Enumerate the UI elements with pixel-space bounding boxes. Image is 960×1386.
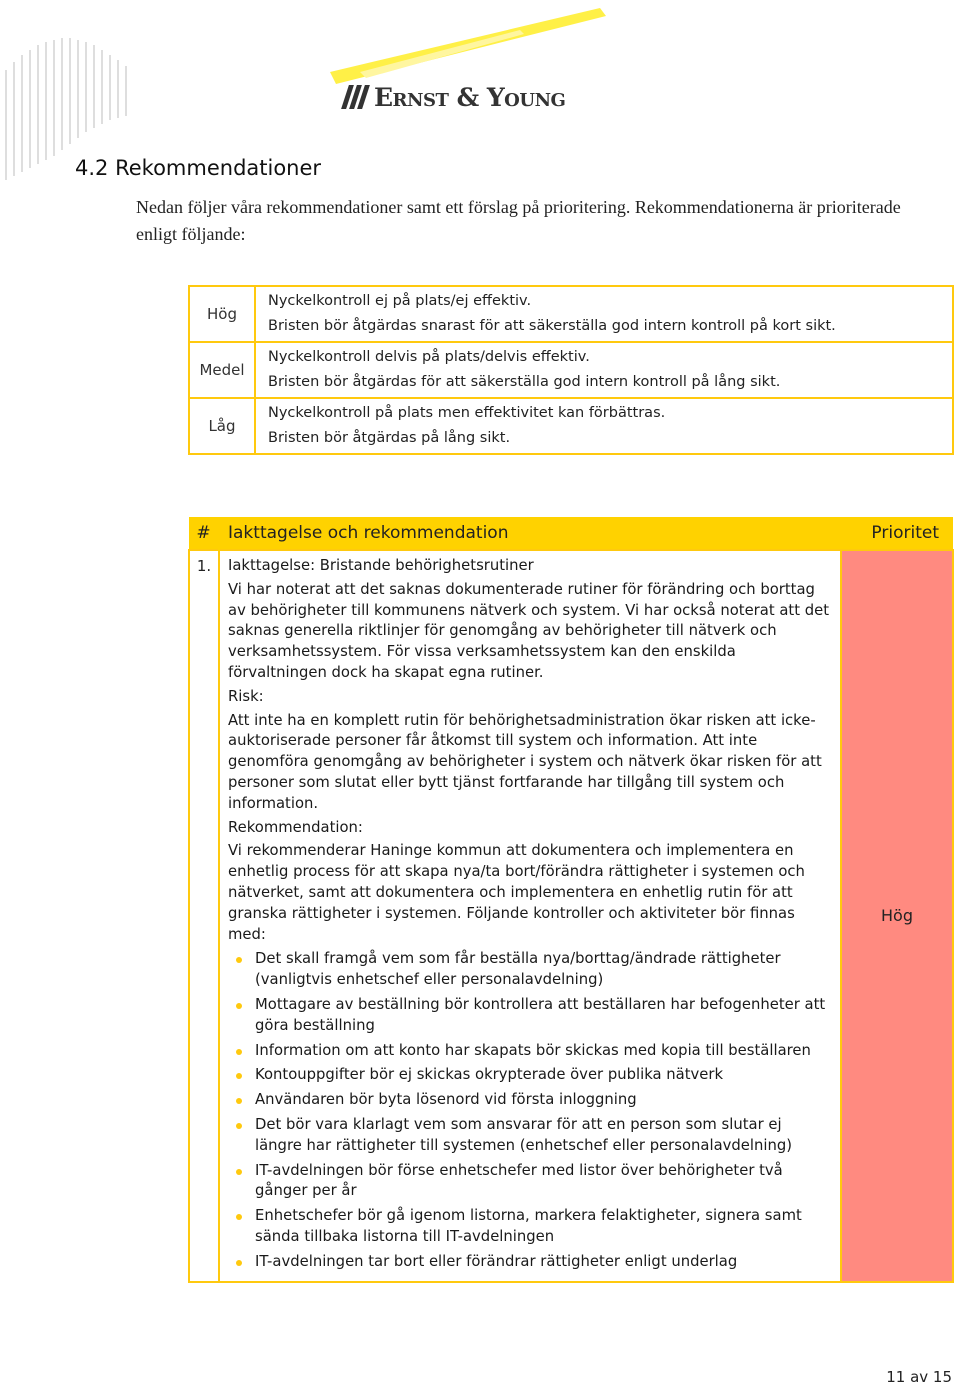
list-item-text: IT-avdelningen bör förse enhetschefer med listor över behörigheter två gånger per år: [255, 1161, 783, 1200]
list-item-text: Information om att konto har skapats bör skickas med kopia till beställaren: [255, 1041, 811, 1059]
legend-level: Hög: [189, 286, 255, 342]
bullet-icon: [236, 1098, 242, 1104]
list-item: [228, 1041, 830, 1062]
legend-row-high: [189, 286, 953, 342]
row-number: 1.: [189, 550, 219, 1282]
list-item: [228, 1115, 830, 1157]
section-number: 4.2: [75, 156, 109, 180]
list-item: [228, 1090, 830, 1111]
intro-paragraph: Nedan följer våra rekommendationer samt ett förslag på prioritering. Rekommendationerna är prioriterade enligt följande:: [136, 197, 901, 244]
legend-line: Nyckelkontroll på plats men effektivitet kan förbättras.: [268, 405, 666, 421]
legend-level: Låg: [189, 398, 255, 454]
header-priority: Prioritet: [841, 517, 953, 550]
company-logo: [345, 80, 565, 114]
list-item-text: Det bör vara klarlagt vem som ansvarar för att en person som slutar ej längre har rättigheter till systemen (enhetschef eller personalavdelning): [255, 1115, 793, 1154]
bullet-icon: [236, 1073, 242, 1079]
observation-text: Vi har noterat att det saknas dokumenterade rutiner för förändring och borttag av behörigheter till kommunens nätverk och system. Vi har också noterat att det saknas generella riktlinjer för genomgång av behörigheter till nätverk och verksamhetssystem. För vissa verksamhetssystem kan den enskilda förvaltningen dock ha skapat egna rutiner.: [228, 580, 830, 681]
list-item-text: IT-avdelningen tar bort eller förändrar rättigheter enligt underlag: [255, 1252, 738, 1270]
bullet-icon: [236, 1049, 242, 1055]
list-item-text: Mottagare av beställning bör kontrollera att beställaren har befogenheter att göra beställning: [255, 995, 826, 1034]
header-number: #: [189, 517, 219, 550]
bullet-icon: [236, 1260, 242, 1266]
legend-description: [255, 342, 953, 398]
risk-text: Att inte ha en komplett rutin för behörighetsadministration ökar risken att icke-auktoriserade personer får åtkomst till system och information. Att inte genomföra genomgång av behörigheter i system och nätverk ökar risken för att personer som slutat eller bytt tjänst fortfarande har tillgång till system och information.: [228, 711, 822, 812]
control-list: [228, 949, 830, 1272]
legend-description: [255, 286, 953, 342]
recommendations-table: [188, 517, 954, 1283]
list-item-text: Det skall framgå vem som får beställa nya/borttag/ändrade rättigheter (vanligtvis enhetschef eller personalavdelning): [255, 950, 781, 989]
section-heading: Rekommendationer: [115, 156, 322, 180]
list-item: [228, 995, 830, 1037]
legend-line: Bristen bör åtgärdas för att säkerställa god intern kontroll på lång sikt.: [268, 374, 781, 390]
bullet-icon: [236, 1123, 242, 1129]
legend-line: Nyckelkontroll delvis på plats/delvis effektiv.: [268, 349, 590, 365]
list-item: [228, 1065, 830, 1086]
legend-level: Medel: [189, 342, 255, 398]
legend-line: Bristen bör åtgärdas på lång sikt.: [268, 430, 511, 446]
table-row: [189, 550, 953, 1282]
recommendation-text: Vi rekommenderar Haninge kommun att dokumentera och implementera en enhetlig process för att skapa nya/ta bort/förändra rättigheter i systemen och nätverket, samt att dokumentera och implementera en enhetlig rutin för att granska rättigheter i systemen. Följande kontroller och aktiviteter bör finnas med:: [228, 842, 805, 943]
list-item: [228, 1161, 830, 1203]
bullet-icon: [236, 1214, 242, 1220]
legend-description: [255, 398, 953, 454]
section-title: [75, 156, 321, 180]
logo-text: Ernst & Young: [374, 82, 566, 112]
priority-legend: [188, 285, 954, 455]
risk-label: Risk:: [228, 687, 264, 705]
bullet-icon: [236, 1169, 242, 1175]
header-content: Iakttagelse och rekommendation: [219, 517, 841, 550]
bullet-icon: [236, 1003, 242, 1009]
list-item-text: Enhetschefer bör gå igenom listorna, markera felaktigheter, signera samt sända tillbaka listorna till IT-avdelningen: [255, 1207, 802, 1245]
legend-row-low: [189, 398, 953, 454]
legend-line: Nyckelkontroll ej på plats/ej effektiv.: [268, 293, 532, 309]
page-number: 11 av 15: [886, 1368, 952, 1386]
legend-line: Bristen bör åtgärdas snarast för att säkerställa god intern kontroll på kort sikt.: [268, 318, 836, 334]
recommendation-label: Rekommendation:: [228, 818, 363, 836]
legend-row-medium: [189, 342, 953, 398]
list-item-text: Kontouppgifter bör ej skickas okrypterade över publika nätverk: [255, 1066, 724, 1084]
list-item: [228, 1206, 830, 1248]
list-item: [228, 1252, 830, 1273]
row-content: [219, 550, 841, 1282]
table-header: [189, 517, 953, 550]
list-item-text: Användaren bör byta lösenord vid första inloggning: [255, 1091, 637, 1109]
bullet-icon: [236, 957, 242, 963]
observation-title: Iakttagelse: Bristande behörighetsrutiner: [228, 557, 534, 574]
list-item: [228, 949, 830, 991]
priority-cell: Hög: [841, 550, 953, 1282]
logo-mark-icon: [341, 85, 370, 109]
